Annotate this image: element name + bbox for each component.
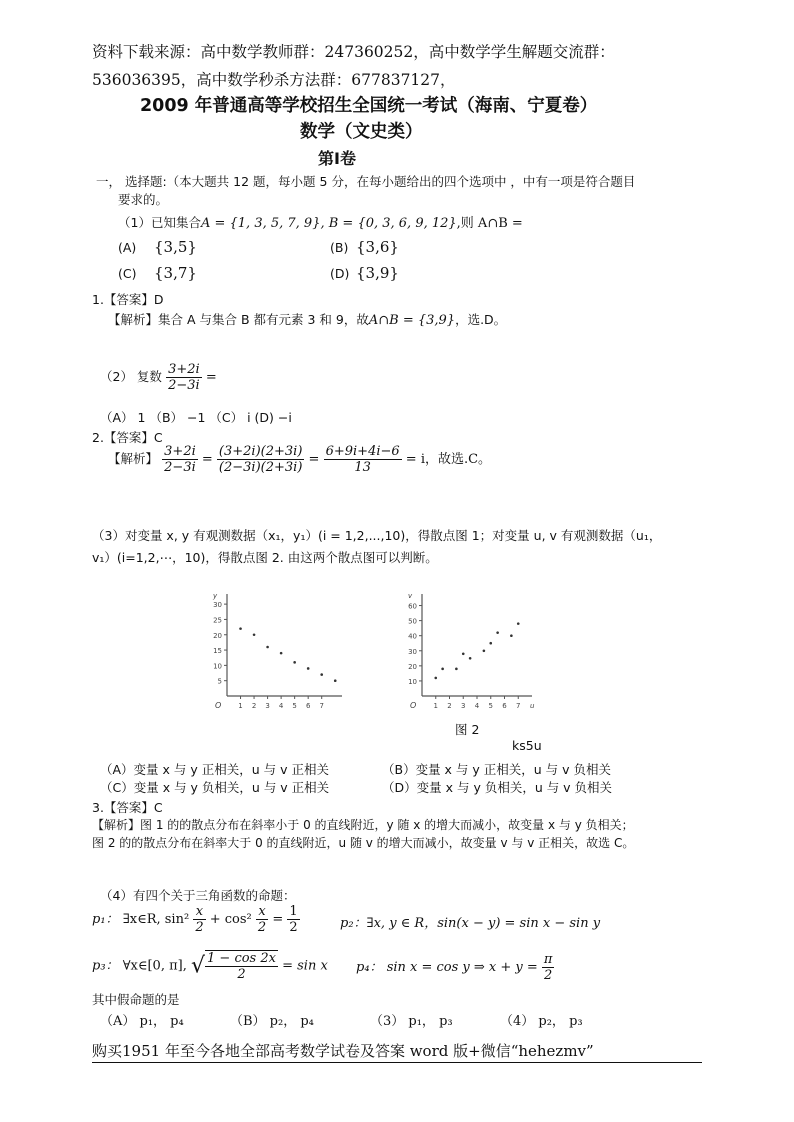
chart2-xtick-label: 7 [516, 702, 521, 710]
q2-stem [100, 362, 217, 393]
chart1-xtick-label: 3 [265, 702, 270, 710]
p3-label: p₃： [92, 958, 119, 974]
chart2-point [517, 622, 520, 625]
p3-d: 2 [237, 967, 246, 982]
p1-half-2 [256, 904, 268, 935]
chart1-xtick-label: 1 [238, 702, 243, 710]
exam-subtitle: 数学（文史类） [300, 122, 423, 142]
q4-option-c: （3） p₁， p₃ [370, 1014, 453, 1029]
scatter-plot-2 [400, 588, 540, 716]
chart2-origin-label: O [410, 701, 417, 710]
chart2-xtick-label: 4 [474, 702, 480, 710]
p2-text: ∃x, y ∈ R，sin(x − y) = sin x − sin y [366, 916, 601, 931]
p1-text: ∃x∈R, sin² [122, 912, 190, 927]
q3-analysis-line-1: 【解析】图 1 的的散点分布在斜率小于 0 的直线附近，y 随 x 的增大而减小，故变量 x 与 y 负相关； [92, 818, 634, 832]
q1-option-a: {3,5} [154, 238, 197, 256]
q1-analysis [108, 310, 506, 328]
p4-label: p₄： [356, 960, 383, 975]
q1-analysis-prefix: 【解析】集合 A 与集合 B 都有元素 3 和 9，故 [108, 312, 369, 327]
p1-half-2-n: x [256, 904, 268, 920]
q1-prefix: （1）已知集合 [118, 215, 201, 230]
chart1-origin-label: O [215, 701, 222, 710]
chart1-ytick-label: 15 [213, 647, 222, 656]
q2-analysis-frac-1 [162, 444, 198, 475]
q1-option-d-label: (D) [330, 266, 350, 281]
footer-text: 购买1951 年至今各地全部高考数学试卷及答案 word 版+微信“hehezmv” [92, 1042, 594, 1060]
chart2-xtick-label: 6 [502, 702, 507, 710]
exam-title: 2009 年普通高等学校招生全国统一考试（海南、宁夏卷） [140, 96, 598, 116]
figure-2-caption: 图 2 [455, 722, 480, 737]
chart2-point [483, 649, 486, 652]
q2-f1-denominator: 2−3i [164, 460, 196, 475]
q2-denominator: 2−3i [168, 378, 200, 393]
p3-tail: = sin x [282, 958, 328, 974]
chart1-ytick-label: 25 [213, 616, 222, 625]
q3-option-d: （D）变量 x 与 y 负相关，u 与 v 负相关 [382, 780, 613, 795]
q4-proposition-p1 [92, 904, 300, 935]
q1-option-c: {3,7} [154, 264, 197, 282]
q4-option-a: （A） p₁， p₄ [100, 1014, 184, 1029]
q2-analysis-label: 【解析】 [108, 451, 159, 466]
q1-option-c-label: (C) [118, 266, 137, 281]
p1-half-2-d: 2 [257, 920, 267, 935]
chart1-ytick-label: 30 [213, 601, 222, 610]
q3-analysis-line-2: 图 2 的的散点分布在斜率大于 0 的直线附近，u 随 v 的增大而减小，故变量 v 与 v 正相关，故选 C。 [92, 836, 635, 850]
chart2-y-axis-label: v [408, 592, 413, 600]
chart2-point [489, 642, 492, 645]
q2-analysis-frac-3 [324, 444, 402, 475]
p4-pi-d: 2 [544, 968, 553, 983]
header-line-1: 资料下载来源：高中数学教师群：247360252，高中数学学生解题交流群： [92, 43, 615, 61]
q3-option-c: （C）变量 x 与 y 负相关，u 与 v 正相关 [100, 780, 330, 795]
part-heading: 第Ⅰ卷 [318, 149, 356, 168]
q4-proposition-p2 [340, 912, 600, 931]
chart2-ytick-label: 40 [408, 632, 417, 641]
q1-option-b: {3,6} [356, 238, 399, 256]
chart1-point [334, 679, 337, 682]
q2-equals: = [205, 370, 217, 385]
chart1-point [293, 661, 296, 664]
q1-analysis-suffix: ，选.D。 [455, 312, 507, 327]
chart1-ytick-label: 5 [217, 677, 222, 686]
chart1-point [307, 667, 310, 670]
q2-analysis-frac-2 [217, 444, 304, 475]
q1-stem [118, 212, 523, 231]
chart1-point [266, 646, 269, 649]
q3-answer: 3.【答案】C [92, 800, 163, 815]
q2-f2-denominator: (2−3i)(2+3i) [218, 460, 303, 475]
chart1-xtick-label: 4 [278, 702, 284, 710]
q3-stem-line-2: v₁）(i=1,2,⋯，10)，得散点图 2. 由这两个散点图可以判断。 [92, 550, 438, 565]
p1-half-1-n: x [193, 904, 205, 920]
chart2-xtick-label: 5 [488, 702, 493, 710]
chart1-point [239, 627, 242, 630]
p2-label: p₂： [340, 916, 367, 931]
p4-pi-n: π [543, 952, 553, 967]
chart1-point [280, 652, 283, 655]
chart2-point [510, 634, 513, 637]
footer-rule [92, 1062, 702, 1063]
chart1-point [320, 673, 323, 676]
chart2-ytick-label: 60 [408, 602, 417, 611]
sqrt-symbol: √ [190, 953, 206, 979]
chart1-xtick-label: 6 [305, 702, 311, 710]
q2-f3-numerator: 6+9i+4i−6 [325, 444, 400, 459]
chart1-point [253, 633, 256, 636]
q4-proposition-p4 [356, 952, 554, 983]
chart1-y-axis-label: y [213, 592, 218, 600]
p3-pre: ∀x∈[0, π], [122, 958, 187, 974]
q2-f2-numerator: (3+2i)(2+3i) [218, 444, 303, 459]
p4-text: sin x = cos y ⇒ x + y = [386, 960, 538, 975]
q2-analysis-tail: = i，故选.C。 [405, 452, 492, 467]
q2-numerator: 3+2i [168, 362, 200, 377]
chart2-x-axis-label: u [530, 702, 535, 710]
chart2-ytick-label: 30 [408, 647, 417, 656]
chart1-ytick-label: 20 [213, 631, 222, 640]
chart1-xtick-label: 2 [251, 702, 257, 710]
q1-option-b-label: (B) [330, 240, 349, 255]
chart2-ytick-label: 50 [408, 617, 417, 626]
q2-analysis: 【解析】 $\frac{3+2i}{2-3i}$ = $\frac{(3+2i)(2+3i)}{(2-3i)(2+3i)}$ = $\frac{6+9i+4i-6}{13}$ = i，故选.C。 [108, 444, 492, 475]
p1-half-1-d: 2 [195, 920, 204, 935]
q2-f3-denominator: 13 [354, 460, 371, 475]
p3-sqrt-fraction [205, 950, 278, 982]
chart1-xtick-label: 5 [292, 702, 297, 710]
chart1-xtick-label: 7 [319, 702, 324, 710]
section-instruction-line-1: 一， 选择题:（本大题共 12 题，每小题 5 分，在每小题给出的四个选项中 ，中有一项是符合题目 [96, 174, 636, 189]
p1-half-1 [193, 904, 205, 935]
q4-option-d: （4） p₂， p₃ [500, 1014, 583, 1029]
q4-stem: （4）有四个关于三角函数的命题： [100, 888, 296, 903]
q1-analysis-math: A∩B = {3,9} [368, 313, 456, 328]
q2-f1-numerator: 3+2i [164, 444, 196, 459]
chart2-ytick-label: 20 [408, 662, 417, 671]
header-line-2: 536036395，高中数学秒杀方法群：677837127， [92, 71, 456, 89]
q1-option-a-label: (A) [118, 240, 137, 255]
chart2-point [455, 668, 458, 671]
scatter-plot-1 [205, 588, 350, 716]
watermark-text: ks5u [512, 738, 542, 753]
q1-sets: A = {1, 3, 5, 7, 9}, B = {0, 3, 6, 9, 12} [200, 216, 457, 231]
q1-answer: 1.【答案】D [92, 292, 164, 307]
q4-proposition-p3 [92, 950, 328, 982]
chart2-xtick-label: 1 [433, 702, 438, 710]
q2-options: （A） 1 （B） −1 （C） i (D) −i [100, 410, 292, 425]
chart2-point [462, 652, 465, 655]
q1-suffix: ,则 A∩B = [456, 216, 523, 231]
p1-mid: + cos² [209, 912, 252, 927]
q3-stem-line-1: （3）对变量 x, y 有观测数据（x₁，y₁）(i = 1,2,...,10)，得散点图 1；对变量 u, v 有观测数据（u₁， [92, 528, 662, 543]
chart2-xtick-label: 2 [447, 702, 452, 710]
chart2-point [496, 631, 499, 634]
q2-prefix: （2） 复数 [100, 369, 162, 384]
q3-option-a: （A）变量 x 与 y 正相关，u 与 v 正相关 [100, 762, 329, 777]
chart2-point [469, 657, 472, 660]
chart2-ytick-label: 10 [408, 677, 417, 686]
q1-option-d: {3,9} [356, 264, 399, 282]
chart1-ytick-label: 10 [213, 662, 222, 671]
q4-option-b: （B） p₂， p₄ [230, 1014, 314, 1029]
p1-label: p₁： [92, 912, 119, 927]
q4-false-question: 其中假命题的是 [92, 992, 180, 1007]
p1-one-half-d: 2 [289, 920, 298, 935]
chart2-point [434, 677, 437, 680]
chart2-point [441, 668, 444, 671]
p1-one-half [287, 904, 299, 935]
chart2-xtick-label: 3 [461, 702, 466, 710]
p4-pi-half [542, 952, 555, 983]
p3-n: 1 − cos 2x [207, 951, 276, 966]
p1-one-half-n: 1 [289, 904, 298, 919]
q2-answer: 2.【答案】C [92, 430, 163, 445]
p1-eq: = [272, 912, 284, 927]
q2-fraction [166, 362, 202, 393]
section-instruction-line-2: 要求的。 [118, 192, 169, 207]
q3-option-b: （B）变量 x 与 y 正相关，u 与 v 负相关 [382, 762, 612, 777]
